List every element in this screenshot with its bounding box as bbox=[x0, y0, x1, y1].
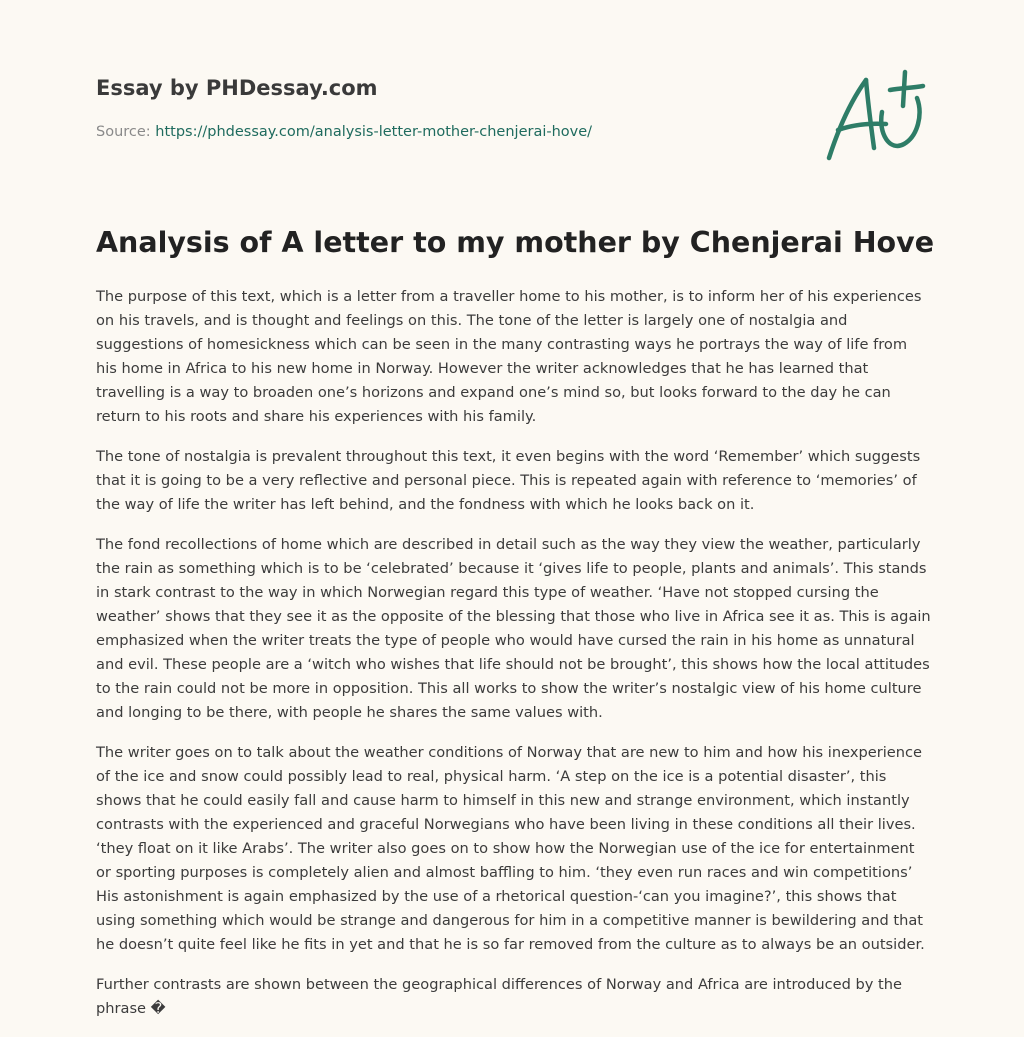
a-plus-logo-icon bbox=[824, 68, 930, 164]
essay-paragraph: The purpose of this text, which is a letter from a traveller home to his mother, is to inform her of his experiences on his travels, and is thought and feelings on this. The tone of the letter is largely one of nostalgia and suggestions of homesickness which can be seen in the many contrasting ways he portrays the way of life from his home in Africa to his new home in Norway. However the writer acknowledges that he has learned that travelling is a way to broaden one’s horizons and expand one’s mind so, but looks forward to the day he can return to his roots and share his experiences with his family. bbox=[96, 288, 922, 425]
essay-body bbox=[96, 285, 932, 1037]
source-label: Source: bbox=[96, 124, 151, 140]
site-title: Essay by PHDessay.com bbox=[96, 76, 378, 100]
essay-paragraph: The tone of nostalgia is prevalent throughout this text, it even begins with the word ‘Remember’ which suggests that it is going to be a very reflective and personal piece. This is repeated again with reference to ‘memories’ of the way of life the writer has left behind, and the fondness with which he looks back on it. bbox=[96, 448, 921, 513]
essay-paragraph: Further contrasts are shown between the geographical differences of Norway and Africa are introduced by the phrase � bbox=[96, 976, 902, 1017]
essay-title: Analysis of A letter to my mother by Chenjerai Hove bbox=[96, 226, 935, 259]
source-line bbox=[96, 124, 592, 140]
essay-paragraph: The writer goes on to talk about the weather conditions of Norway that are new to him and how his inexperience of the ice and snow could possibly lead to real, physical harm. ‘A step on the ice is a potential disaster’, this shows that he could easily fall and cause harm to himself in this new and strange environment, which instantly contrasts with the experienced and graceful Norwegians who have been living in these conditions all their lives. ‘they float on it like Arabs’. The writer also goes on to show how the Norwegian use of the ice for entertainment or sporting purposes is completely alien and almost baffling to him. ‘they even run races and win competitions’ His astonishment is again emphasized by the use of a rhetorical question-‘can you imagine?’, this shows that using something which would be strange and dangerous for him in a competitive manner is bewildering and that he doesn’t quite feel like he fits in yet and that he is so far removed from the culture as to always be an outsider. bbox=[96, 744, 925, 953]
essay-paragraph: The fond recollections of home which are described in detail such as the way they view the weather, particularly the rain as something which is to be ‘celebrated’ because it ‘gives life to people, plants and animals’. This stands in stark contrast to the way in which Norwegian regard this type of weather. ‘Have not stopped cursing the weather’ shows that they see it as the opposite of the blessing that those who live in Africa see it as. This is again emphasized when the writer treats the type of people who would have cursed the rain in his home as unnatural and evil. These people are a ‘witch who wishes that life should not be brought’, this shows how the local attitudes to the rain could not be more in opposition. This all works to show the writer’s nostalgic view of his home culture and longing to be there, with people he shares the same values with. bbox=[96, 536, 931, 721]
source-link[interactable]: https://phdessay.com/analysis-letter-mother-chenjerai-hove/ bbox=[155, 124, 593, 140]
